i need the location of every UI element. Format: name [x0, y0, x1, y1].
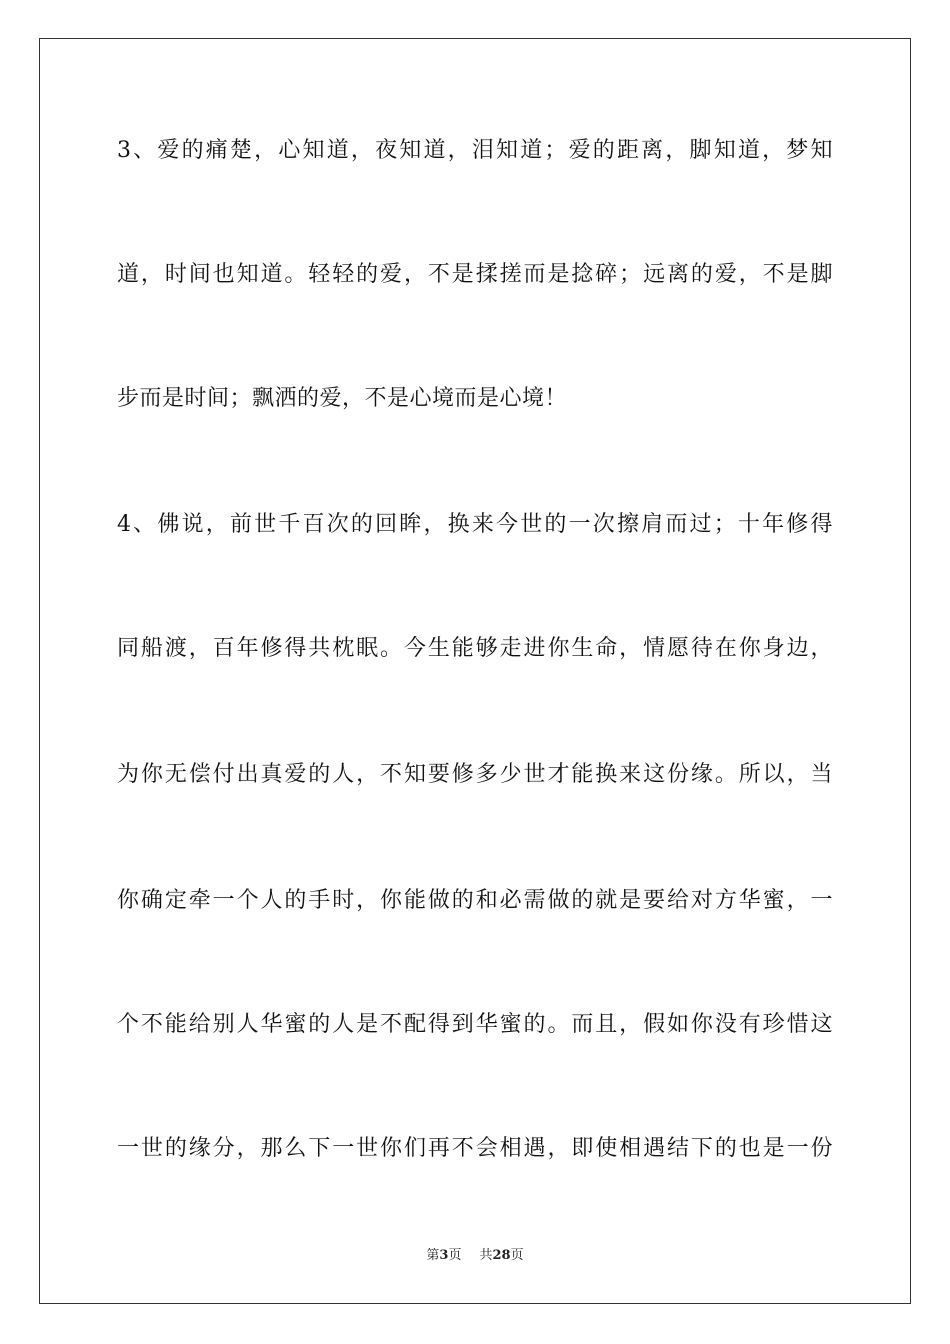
text-line-3: 步而是时间；飘洒的爱，不是心境而是心境！	[117, 386, 568, 411]
total-suffix: 页	[510, 1248, 524, 1263]
page-border	[39, 38, 911, 1304]
page-footer	[0, 1246, 950, 1266]
text-line-9: 一世的缘分，那么下一世你们再不会相遇，即使相遇结下的也是一份	[117, 1136, 833, 1161]
total-prefix: 共	[479, 1248, 493, 1263]
text-line-8: 个不能给别人华蜜的人是不配得到华蜜的。而且，假如你没有珍惜这	[117, 1012, 833, 1037]
page-suffix: 页	[448, 1248, 462, 1263]
text-line-6: 为你无偿付出真爱的人，不知要修多少世才能换来这份缘。所以，当	[117, 762, 833, 787]
text-line-1: 3、爱的痛楚，心知道，夜知道，泪知道；爱的距离，脚知道，梦知	[117, 138, 833, 163]
text-line-2: 道，时间也知道。轻轻的爱，不是揉搓而是捻碎；远离的爱，不是脚	[117, 262, 833, 287]
text-line-7: 你确定牵一个人的手时，你能做的和必需做的就是要给对方华蜜，一	[117, 888, 833, 913]
total-pages: 28	[492, 1248, 511, 1263]
page-number: 3	[439, 1248, 449, 1263]
text-line-5: 同船渡，百年修得共枕眠。今生能够走进你生命，情愿待在你身边，	[117, 636, 833, 661]
page-prefix: 第	[426, 1248, 440, 1263]
text-line-4: 4、佛说，前世千百次的回眸，换来今世的一次擦肩而过；十年修得	[117, 512, 833, 537]
